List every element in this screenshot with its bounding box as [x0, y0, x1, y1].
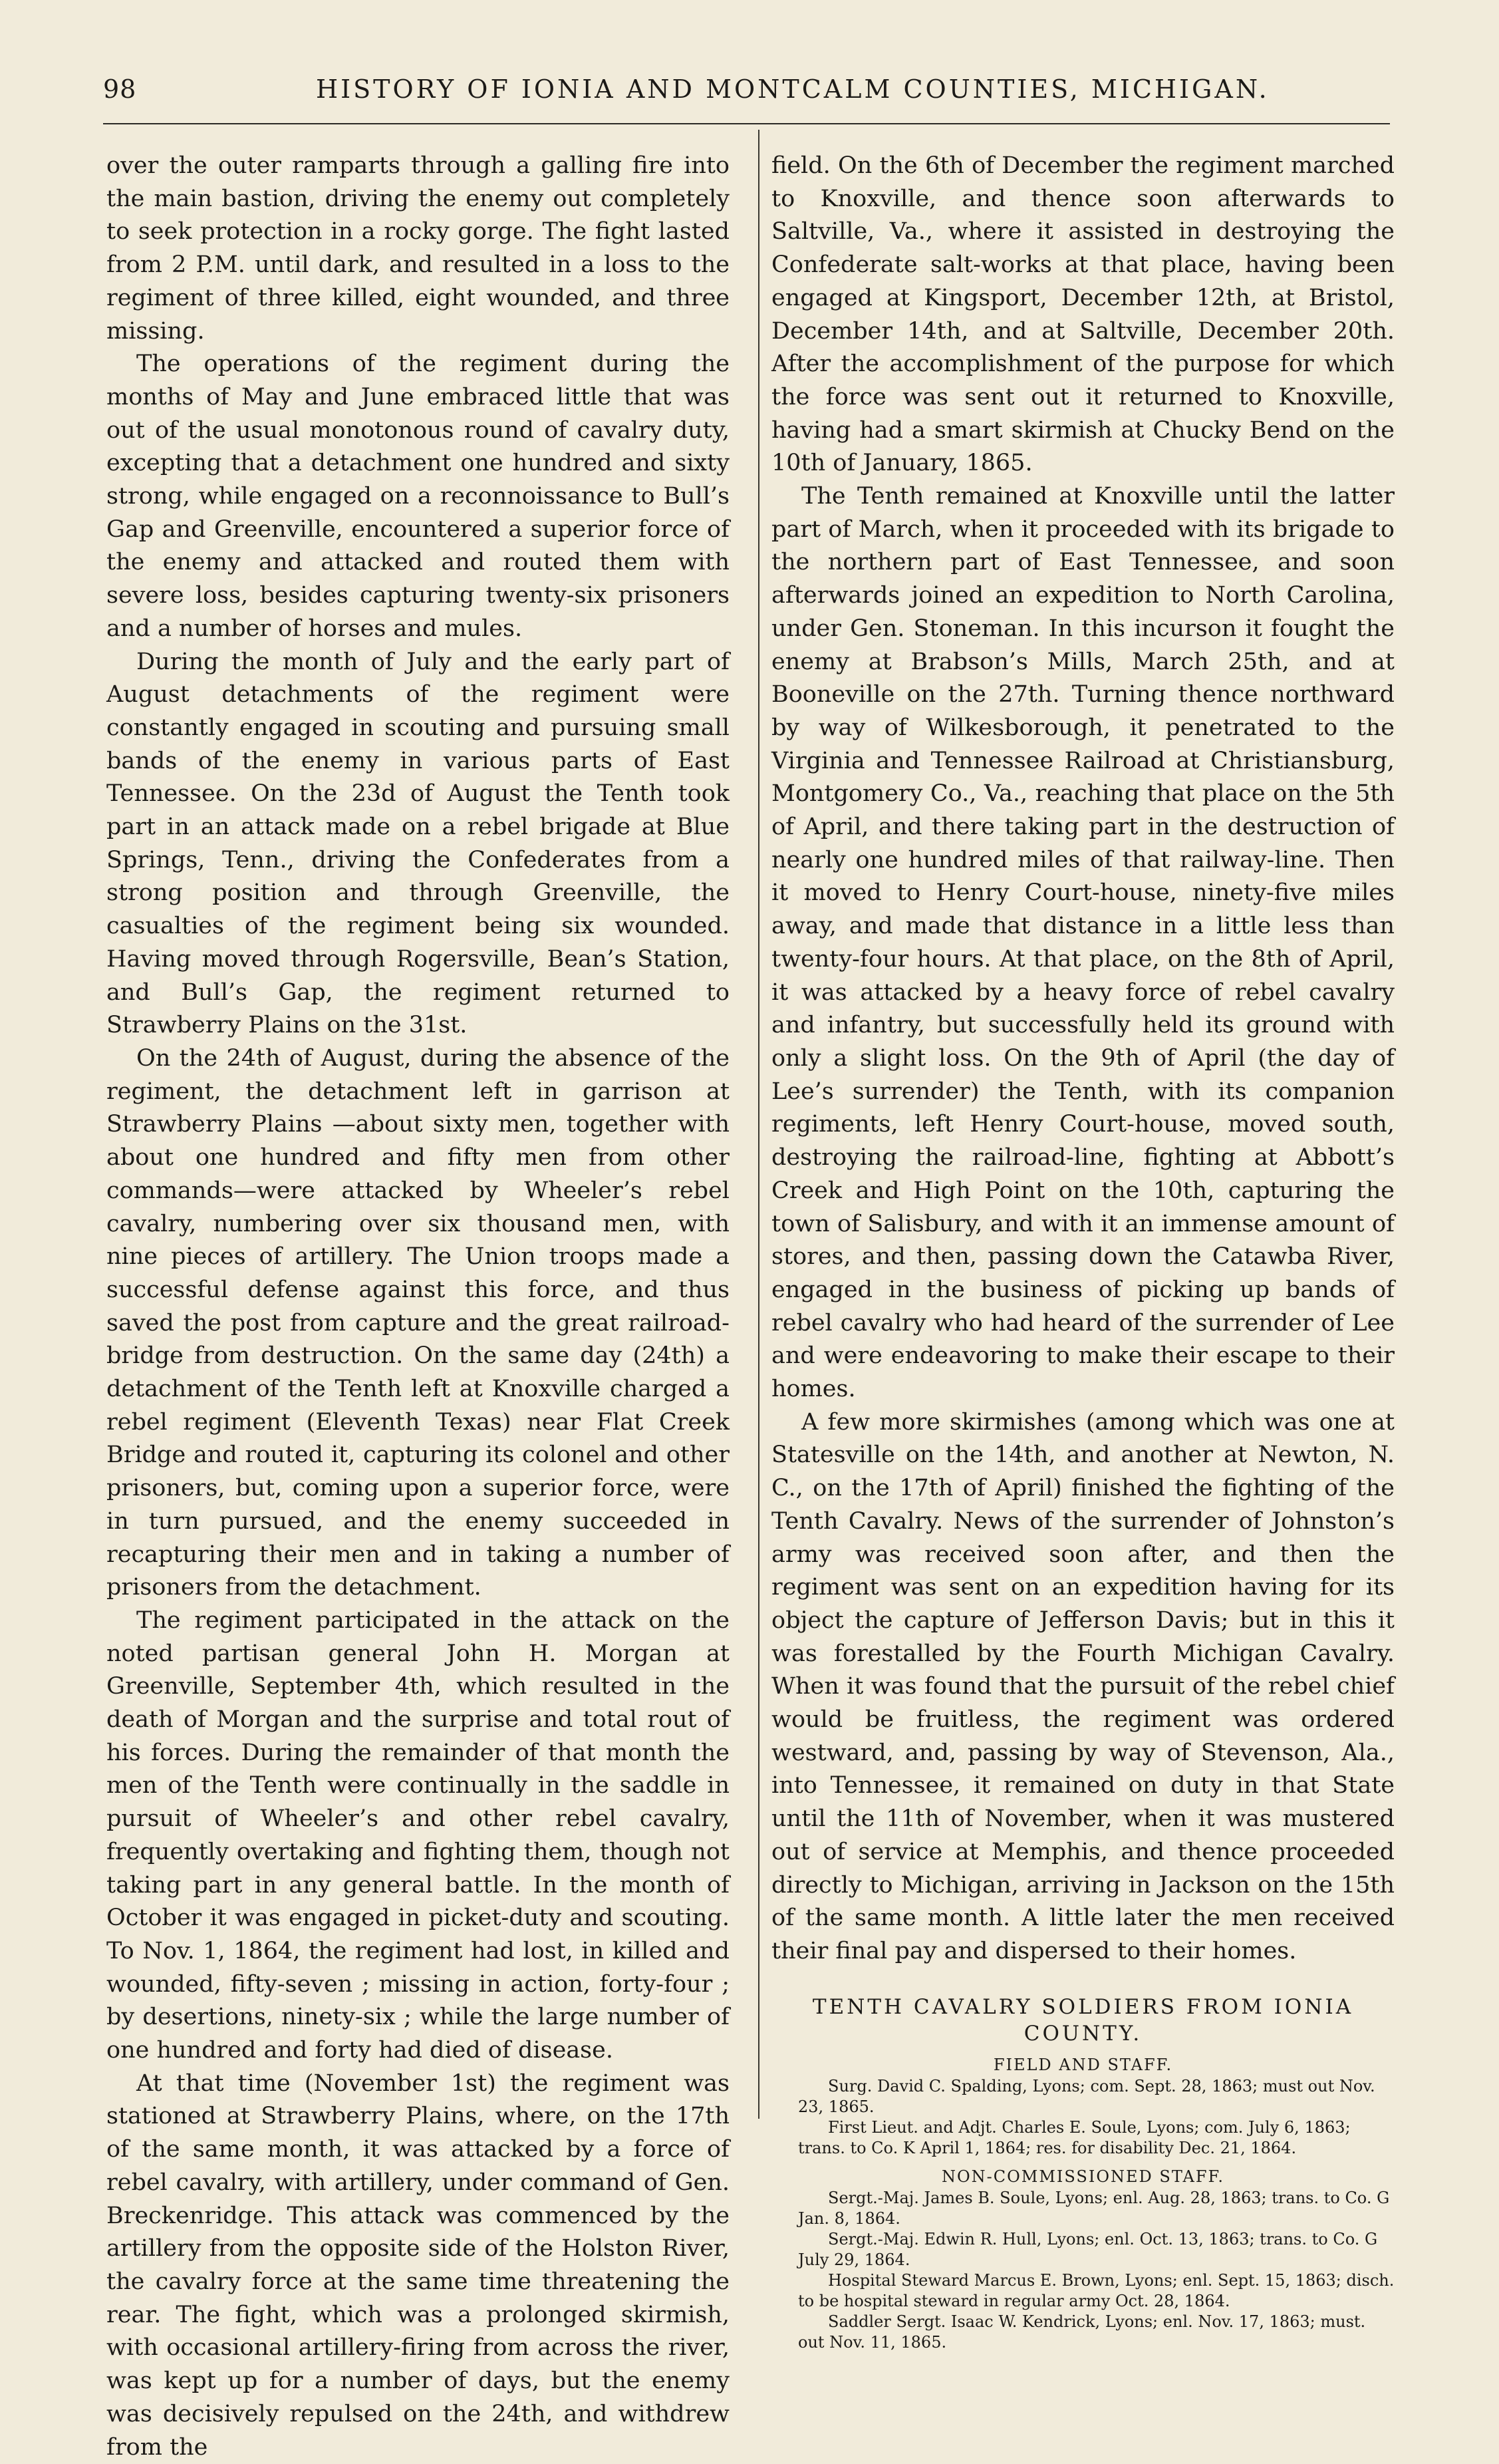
paragraph: On the 24th of August, during the absence of the regiment, the detachment left in garrison at Strawberry Plains —about sixty men, together with about one hundred and fifty men from other commands—were attacked by Wheeler’s rebel cavalry, numbering over six thousand men, with nine pieces of artillery. The Union troops made a successful defense against this force, and thus saved the post from capture and the great railroad-bridge from destruction. On the same day (24th) a detachment of the Tenth left at Knoxville charged a rebel regiment (Eleventh Texas) near Flat Creek Bridge and routed it, capturing its colonel and other prisoners, but, coming upon a superior force, were in turn pursued, and the enemy succeeded in recapturing their men and in taking a number of prisoners from the detachment. [106, 1044, 730, 1601]
right-column [771, 150, 1395, 2353]
paragraph: During the month of July and the early part of August detachments of the regiment were constantly engaged in scouting and pursuing small bands of the enemy in various parts of East Tennessee. On the 23d of August the Tenth took part in an attack made on a rebel brigade at Blue Springs, Tenn., driving the Confederates from a strong position and through Greenville, the casualties of the regiment being six wounded. Having moved through Rogersville, Bean’s Station, and Bull’s Gap, the regiment returned to Strawberry Plains on the 31st. [106, 648, 730, 1039]
roster-entry: Surg. David C. Spalding, Lyons; com. Sept. 28, 1863; must out Nov. 23, 1865. [798, 2076, 1375, 2116]
roster-heading-field-and-staff: FIELD AND STAFF. [993, 2055, 1173, 2074]
paragraph: field. On the 6th of December the regiment marched to Knoxville, and thence soon afterwards to Saltville, Va., where it assisted in destroying the Confederate salt-works at that place, having been engaged at Kingsport, December 12th, at Bristol, December 14th, and at Saltville, December 20th. After the accomplishment of the purpose for which the force was sent out it returned to Knoxville, having had a smart skirmish at Chucky Bend on the 10th of January, 1865. [771, 152, 1395, 477]
paragraph: At that time (November 1st) the regiment was stationed at Strawberry Plains, where, on the 17th of the same month, it was attacked by a force of rebel cavalry, with artillery, under command of Gen. Breckenridge. This attack was commenced by the artillery from the opposite side of the Holston River, the cavalry force at the same time threatening the rear. The fight, which was a prolonged skirmish, with occasional artillery-firing from across the river, was kept up for a number of days, but the enemy was decisively repulsed on the 24th, and withdrew from the [106, 2070, 730, 2461]
page-number: 98 [103, 75, 137, 104]
left-column [106, 150, 730, 2464]
roster-entry: First Lieut. and Adjt. Charles E. Soule, Lyons; com. July 6, 1863; trans. to Co. K April 1, 1864; res. for disability Dec. 21, 1864. [798, 2117, 1351, 2157]
roster-entry: Hospital Steward Marcus E. Brown, Lyons; enl. Sept. 15, 1863; disch. to be hospital steward in regular army Oct. 28, 1864. [798, 2270, 1395, 2310]
paragraph: A few more skirmishes (among which was one at Statesville on the 14th, and another at Newton, N. C., on the 17th of April) finished the fighting of the Tenth Cavalry. News of the surrender of Johnston’s army was received soon after, and then the regiment was sent on an expedition having for its object the capture of Jefferson Davis; but in this it was forestalled by the Fourth Michigan Cavalry. When it was found that the pursuit of the rebel chief would be fruitless, the regiment was ordered westward, and, passing by way of Stevenson, Ala., into Tennessee, it remained on duty in that State until the 11th of November, when it was mustered out of service at Memphis, and thence proceeded directly to Michigan, arriving in Jackson on the 15th of the same month. A little later the men received their final pay and dispersed to their homes. [771, 1408, 1395, 1964]
paragraph: over the outer ramparts through a galling fire into the main bastion, driving the enemy out completely to seek protection in a rocky gorge. The fight lasted from 2 P.M. until dark, and resulted in a loss to the regiment of three killed, eight wounded, and three missing. [106, 152, 730, 345]
page-header [103, 75, 1387, 114]
roster-entry: Sergt.-Maj. James B. Soule, Lyons; enl. Aug. 28, 1863; trans. to Co. G Jan. 8, 1864. [798, 2188, 1390, 2228]
column-divider [758, 130, 759, 2119]
paragraph: The operations of the regiment during the months of May and June embraced little that was out of the usual monotonous round of cavalry duty, excepting that a detachment one hundred and sixty strong, while engaged on a reconnoissance to Bull’s Gap and Greenville, encountered a superior force of the enemy and attacked and routed them with severe loss, besides capturing twenty-six prisoners and a number of horses and mules. [106, 351, 730, 642]
header-rule [103, 123, 1390, 124]
roster-heading-non-commissioned-staff: NON-COMMISSIONED STAFF. [941, 2167, 1225, 2186]
running-title: HISTORY OF IONIA AND MONTCALM COUNTIES, MICHIGAN. [316, 75, 1270, 104]
paragraph: The regiment participated in the attack on the noted partisan general John H. Morgan at Greenville, September 4th, which resulted in the death of Morgan and the surprise and total rout of his forces. During the remainder of that month the men of the Tenth were continually in the saddle in pursuit of Wheeler’s and other rebel cavalry, frequently overtaking and fighting them, though not taking part in any general battle. In the month of October it was engaged in picket-duty and scouting. To Nov. 1, 1864, the regiment had lost, in killed and wounded, fifty-seven ; missing in action, forty-four ; by desertions, ninety-six ; while the large number of one hundred and forty had died of disease. [106, 1607, 730, 2064]
roster-entry: Sergt.-Maj. Edwin R. Hull, Lyons; enl. Oct. 13, 1863; trans. to Co. G July 29, 1864. [798, 2229, 1378, 2269]
roster-entry: Saddler Sergt. Isaac W. Kendrick, Lyons; enl. Nov. 17, 1863; must. out Nov. 11, 1865. [798, 2312, 1366, 2352]
roster-title: TENTH CAVALRY SOLDIERS FROM IONIA COUNTY. [812, 1994, 1354, 2046]
paragraph: The Tenth remained at Knoxville until the latter part of March, when it proceeded with its brigade to the northern part of East Tennessee, and soon afterwards joined an expedition to North Carolina, under Gen. Stoneman. In this incurson it fought the enemy at Brabson’s Mills, March 25th, and at Booneville on the 27th. Turning thence northward by way of Wilkesborough, it penetrated to the Virginia and Tennessee Railroad at Christiansburg, Montgomery Co., Va., reaching that place on the 5th of April, and there taking part in the destruction of nearly one hundred miles of that railway-line. Then it moved to Henry Court-house, ninety-five miles away, and made that distance in a little less than twenty-four hours. At that place, on the 8th of April, it was attacked by a heavy force of rebel cavalry and infantry, but successfully held its ground with only a slight loss. On the 9th of April (the day of Lee’s surrender) the Tenth, with its companion regiments, left Henry Court-house, moved south, destroying the railroad-line, fighting at Abbott’s Creek and High Point on the 10th, capturing the town of Salisbury, and with it an immense amount of stores, and then, passing down the Catawba River, engaged in the business of picking up bands of rebel cavalry who had heard of the surrender of Lee and were endeavoring to make their escape to their homes. [771, 483, 1395, 1403]
